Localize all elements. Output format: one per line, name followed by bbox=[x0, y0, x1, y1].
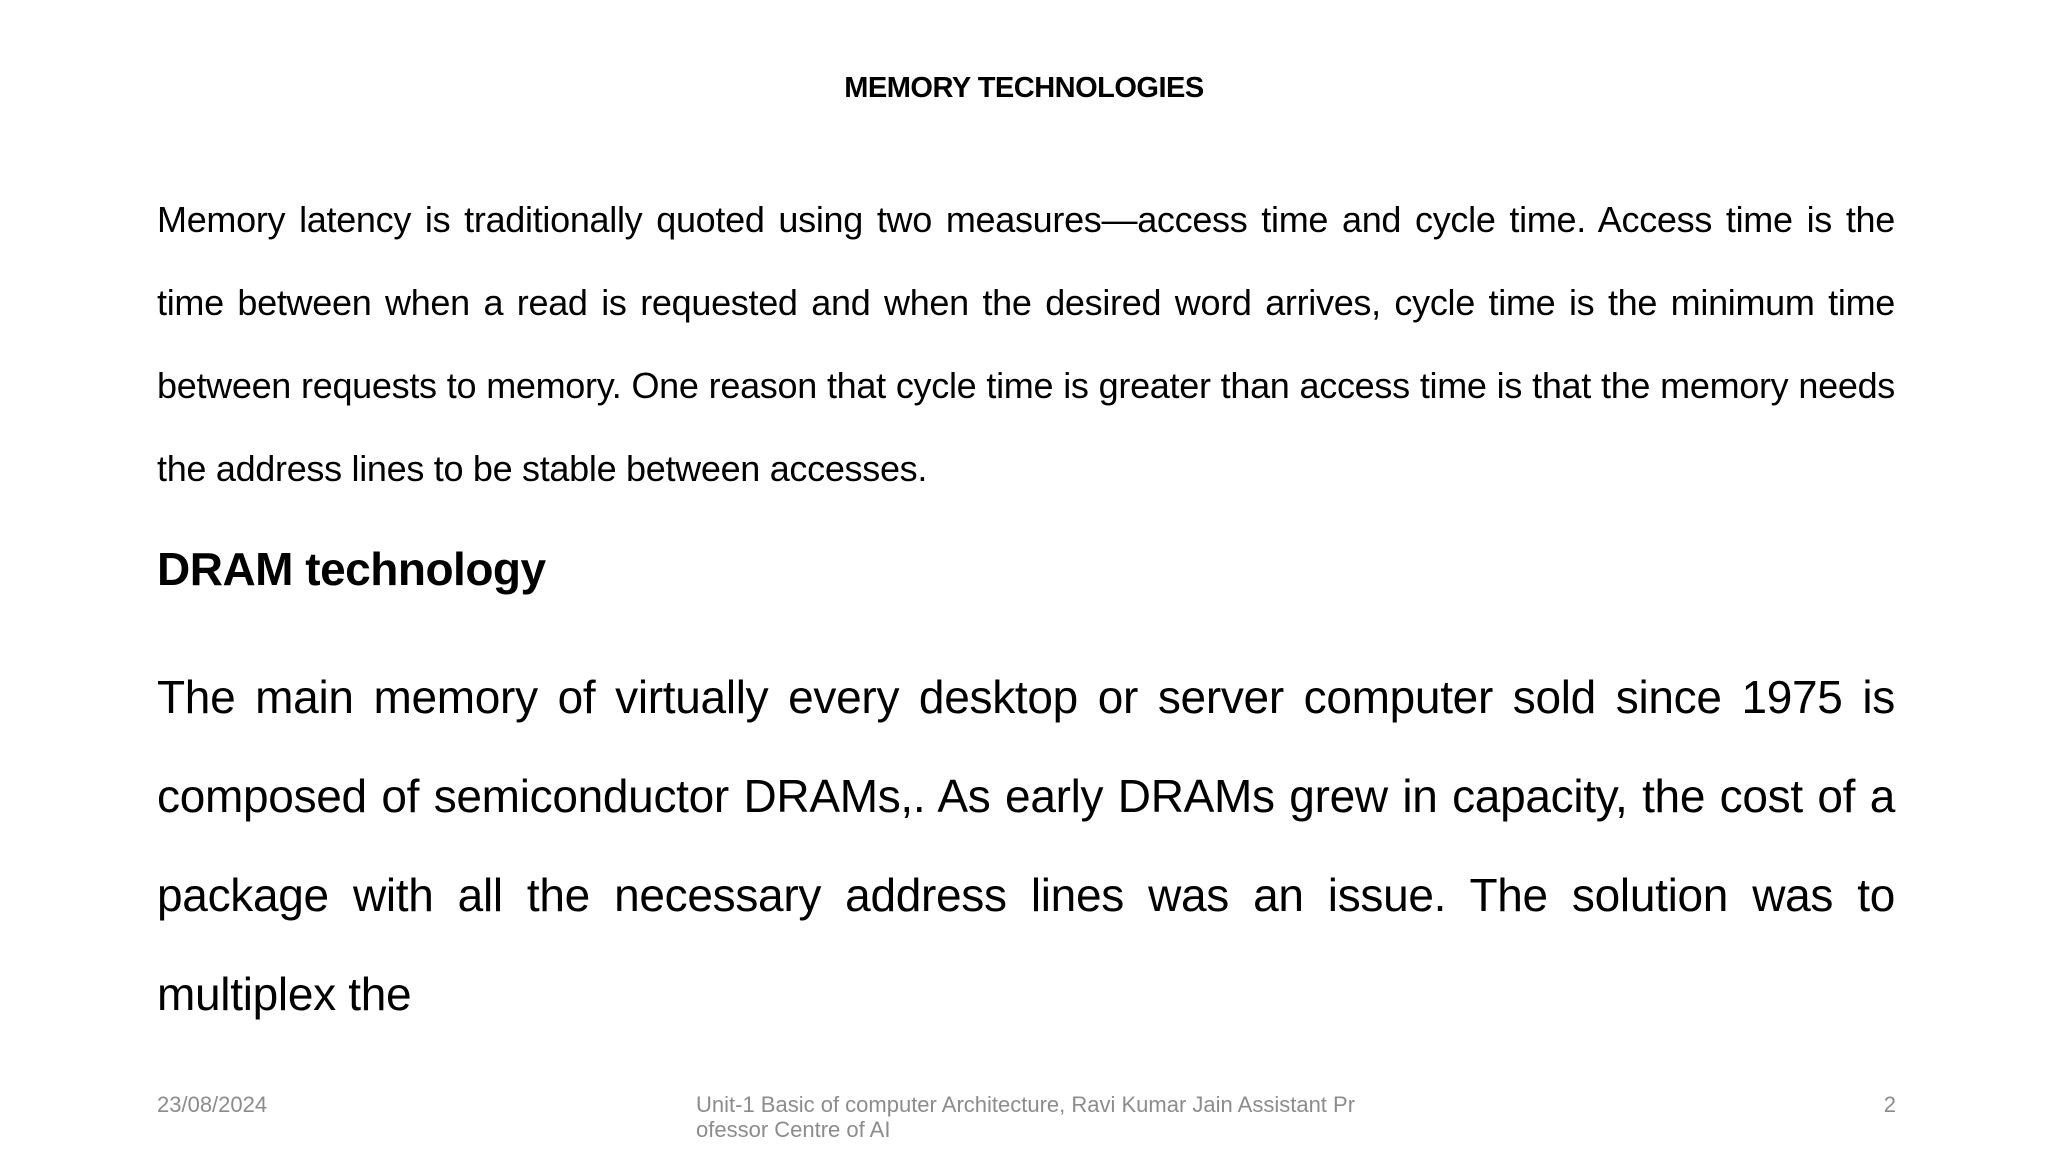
footer-date: 23/08/2024 bbox=[157, 1092, 268, 1117]
intro-paragraph: Memory latency is traditionally quoted using two measures—access time and cycle time. Access time is the time between when a read is requested and when the desired word arrives, cycle time is the minimum time between requests to memory. One reason that cycle time is greater than access time is that the memory needs the address lines to be stable between accesses. bbox=[157, 199, 1895, 489]
slide-title: MEMORY TECHNOLOGIES bbox=[844, 72, 1204, 104]
section-heading: DRAM technology bbox=[157, 543, 546, 595]
page-number: 2 bbox=[1883, 1092, 1896, 1117]
dram-paragraph: The main memory of virtually every desktop or server computer sold since 1975 is composed of semiconductor DRAMs,. As early DRAMs grew in capacity, the cost of a package with all the necessary address lines was an issue. The solution was to multiplex the bbox=[157, 671, 1895, 1020]
footer-center-text: Unit-1 Basic of computer Architecture, Ravi Kumar Jain Assistant Professor Centre of AI bbox=[696, 1092, 1356, 1142]
